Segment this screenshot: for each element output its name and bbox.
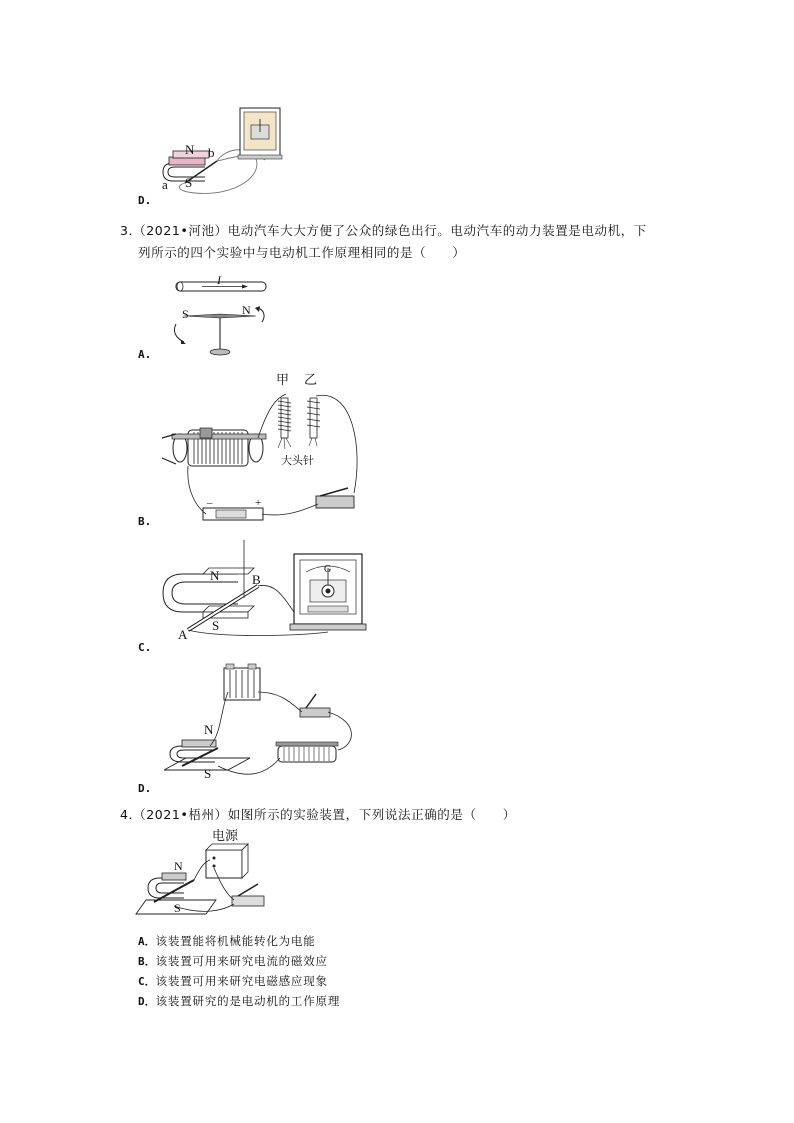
q2-d-label-a: a: [162, 177, 168, 192]
q4-option-c-label: C．: [138, 975, 156, 988]
q4-option-a-label: A．: [138, 935, 156, 948]
q4-option-a: [138, 930, 340, 950]
q3-c-label-n: N: [210, 568, 220, 583]
q4-option-d-text: 该装置研究的是电动机的工作原理: [155, 994, 341, 1008]
q4-label-s: S: [174, 901, 181, 915]
q3-b-label-minus: –: [207, 497, 213, 509]
q3-stem-line2: 列所示的四个实验中与电动机工作原理相同的是（ ）: [138, 245, 466, 260]
q4-figure: [134, 828, 274, 920]
q4-label-n: N: [174, 859, 183, 873]
q2-option-d-label: D.: [138, 194, 152, 207]
q4-option-d: [138, 990, 340, 1010]
q3-option-b-figure: [158, 368, 363, 528]
q3-c-label-s: S: [212, 618, 220, 633]
q4-option-b-text: 该装置可用来研究电流的磁效应: [155, 954, 328, 968]
q2-option-d-figure: [155, 105, 295, 200]
q3-option-c-figure: [158, 538, 368, 646]
q4-option-b: [138, 950, 340, 970]
q3-b-label-pins: 大头针: [281, 454, 314, 467]
q3-stem-line1: 3.（2021•河池）电动汽车大大方便了公众的绿色出行。电动汽车的动力装置是电动机，下: [120, 223, 647, 238]
q3-c-label-a: A: [178, 627, 188, 642]
q3-option-a-label: A.: [138, 348, 152, 361]
q2-d-label-s: S: [185, 175, 193, 190]
q4-option-a-text: 该装置能将机械能转化为电能: [155, 934, 316, 948]
q3-d-label-n: N: [204, 722, 214, 737]
q2-d-label-b: b: [208, 145, 215, 160]
q3-option-d-figure: [160, 662, 360, 787]
q3-c-label-g: G: [324, 564, 332, 575]
q4-option-c-text: 该装置可用来研究电磁感应现象: [155, 974, 328, 988]
q4-option-b-label: B．: [138, 955, 156, 968]
q4-label-power: 电源: [212, 829, 239, 844]
q4-option-d-label: D．: [138, 995, 156, 1008]
q3-b-label-jia: 甲: [276, 373, 290, 388]
q3-a-label-s: S: [182, 307, 189, 321]
q3-b-label-plus: +: [255, 497, 262, 509]
q3-option-b-label: B.: [138, 515, 152, 528]
q3-option-a-figure: [162, 272, 277, 360]
q3-option-d-label: D.: [138, 782, 152, 795]
q3-b-label-yi: 乙: [304, 373, 318, 388]
q3-a-label-i: I: [217, 273, 221, 287]
q4-options: [138, 930, 340, 1010]
q4-option-c: [138, 970, 340, 990]
q2-d-label-n: N: [185, 142, 195, 157]
q4-stem: 4.（2021•梧州）如图所示的实验装置，下列说法正确的是（ ）: [120, 807, 516, 822]
q3-a-label-n: N: [242, 303, 251, 317]
q3-option-c-label: C.: [138, 641, 152, 654]
q3-c-label-b: B: [252, 572, 261, 587]
q3-d-label-s: S: [204, 766, 212, 781]
